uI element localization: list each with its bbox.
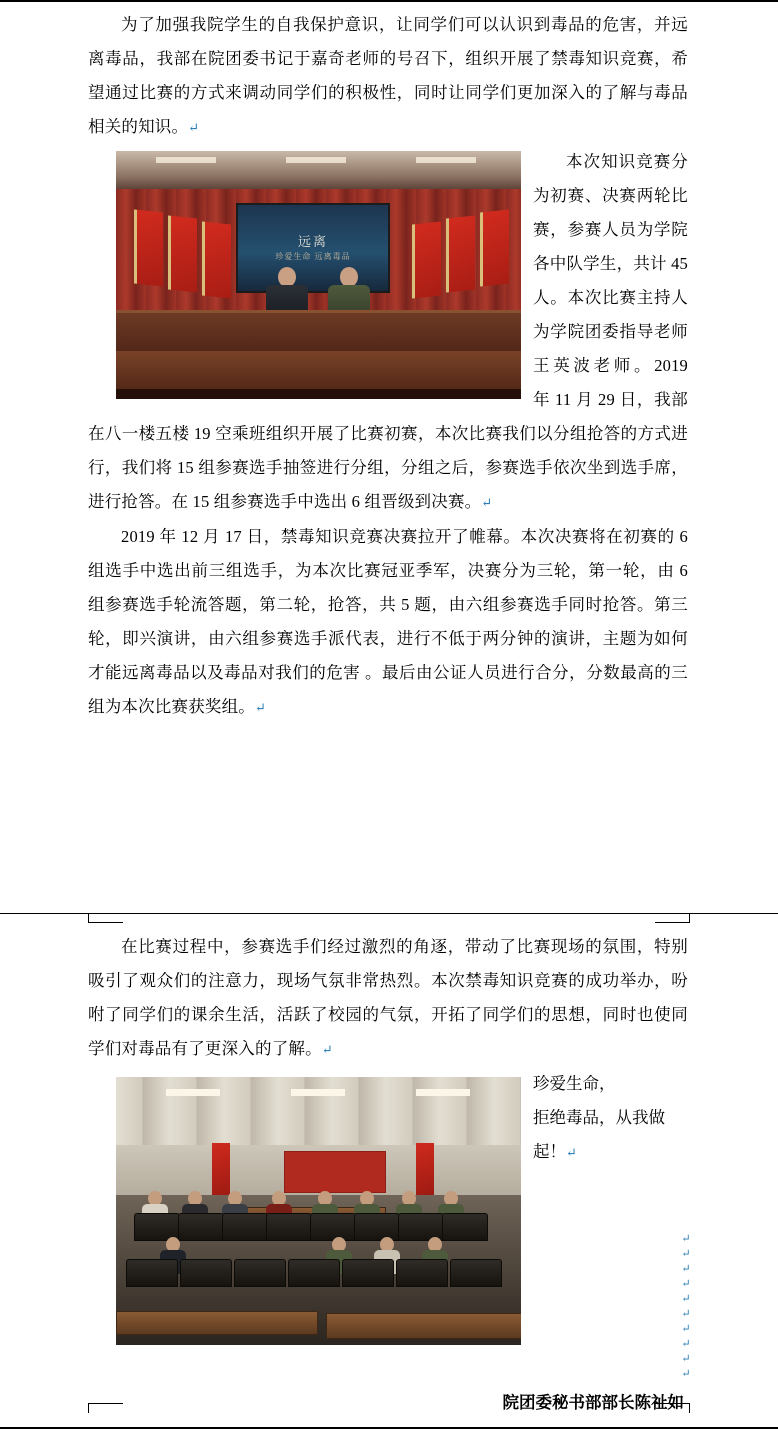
pilcrow-mark: ↵ — [681, 1308, 691, 1320]
photo-audience-classroom — [116, 1077, 521, 1345]
pilcrow-mark: ↵ — [681, 1338, 691, 1350]
screen-title: 远离 — [297, 234, 328, 249]
signature-line: 院团委秘书部部长陈祉如 — [502, 1393, 684, 1412]
ceiling-light-icon — [416, 1089, 470, 1096]
crop-mark-top-left — [88, 913, 123, 923]
crop-mark-bottom-left — [88, 1403, 123, 1413]
pilcrow-mark: ↵ — [681, 1263, 691, 1275]
pilcrow-mark: ↵ — [255, 700, 267, 715]
closing-line-2: 拒绝毒品，从我做 — [533, 1108, 665, 1127]
paragraph-4-text: 在比赛过程中，参赛选手们经过激烈的角逐，带动了比赛现场的氛围，特别吸引了观众们的注意力，现场气氛非常热烈。本次禁毒知识竞赛的成功举办，吩咐了同学们的课余生活，活跃了校园的气氛，开拓了同学们的思想，同时也使同学们对毒品有了更深入的了解。 — [88, 937, 688, 1058]
flag-icon — [480, 209, 509, 286]
ceiling-light-icon — [416, 157, 476, 163]
paragraph-1 — [88, 8, 688, 145]
ceiling-light-icon — [166, 1089, 220, 1096]
screen-subtitle: 珍爱生命 远离毒品 — [275, 252, 351, 261]
paragraph-4 — [88, 930, 688, 1067]
photo1-frame — [116, 151, 521, 399]
seat-row — [116, 1253, 521, 1287]
pilcrow-mark: ↵ — [188, 120, 200, 135]
document-body — [88, 8, 688, 725]
paragraph-3-text: 2019 年 12 月 17 日，禁毒知识竞赛决赛拉开了帷幕。本次决赛将在初赛的 6 组选手中选出前三组选手，为本次比赛冠亚季军，决赛分为三轮，第一轮，由 6 组参赛选手轮流答题，第二轮，抢答，共 5 题，由六组参赛选手同时抢答。第三轮，即兴演讲，由六组参赛选手派代表，进行不低于两分钟的演讲，主题为如何才能远离毒品以及毒品对我们的危害 。最后由公证人员进行合分，分数最高的三组为本次比赛获奖组。 — [88, 527, 688, 716]
pilcrow-mark: ↵ — [681, 1248, 691, 1260]
pilcrow-mark: ↵ — [566, 1145, 577, 1160]
ceiling-light-icon — [156, 157, 216, 163]
flag-icon — [212, 1143, 230, 1197]
stage-banner — [284, 1151, 386, 1193]
flag-icon — [446, 215, 475, 292]
paragraph-1-text: 为了加强我院学生的自我保护意识，让同学们可以认识到毒品的危害，并远离毒品，我部在院团委书记于嘉奇老师的号召下，组织开展了禁毒知识竞赛，希望通过比赛的方式来调动同学们的积极性，同时让同学们更加深入的了解与毒品相关的知识。 — [88, 15, 688, 136]
pilcrow-mark: ↵ — [321, 1042, 333, 1057]
flag-icon — [202, 221, 231, 298]
seat-row — [116, 1207, 521, 1241]
photo1-floor — [116, 389, 521, 399]
person-head — [278, 267, 296, 287]
photo-preliminary-contest — [116, 151, 521, 399]
closing-line-1: 珍爱生命， — [533, 1074, 616, 1093]
ceiling-light-icon — [291, 1089, 345, 1096]
paragraph-3 — [88, 520, 688, 725]
photo2-frame — [116, 1077, 521, 1345]
pilcrow-column — [678, 1232, 694, 1382]
flag-icon — [134, 209, 163, 286]
crop-mark-top-right — [655, 913, 690, 923]
ceiling-light-icon — [286, 157, 346, 163]
stage-table — [116, 310, 521, 399]
flag-icon — [416, 1143, 434, 1197]
pilcrow-mark: ↵ — [681, 1278, 691, 1290]
paragraph-2-text: 本次知识竞赛分为初赛、决赛两轮比赛，参赛人员为学院各中队学生，共计 45 人。本次比赛主持人为学院团委指导老师王英波老师。2019 年 11 月 29 日，我部在八一楼五楼 19 空乘班组织开展了比赛初赛，本次比赛我们以分组抢答的方式进行，我们将 15 组参赛选手抽签进行分组，分组之后，参赛选手依次坐到选手席，进行抢答。在 15 组参赛选手中选出 6 组晋级到决赛。 — [88, 152, 688, 511]
photo2-ceiling — [116, 1077, 521, 1148]
person-head — [340, 267, 358, 287]
pilcrow-mark: ↵ — [681, 1353, 691, 1365]
closing-line-3-text: 起！ — [533, 1142, 566, 1161]
pilcrow-mark: ↵ — [481, 495, 493, 510]
pilcrow-mark: ↵ — [681, 1233, 691, 1245]
desk — [326, 1313, 521, 1339]
pilcrow-mark: ↵ — [681, 1323, 691, 1335]
pilcrow-mark: ↵ — [681, 1293, 691, 1305]
pilcrow-mark: ↵ — [681, 1368, 691, 1380]
flag-icon — [168, 215, 197, 292]
desk — [116, 1311, 318, 1335]
crop-mark-bottom-right — [655, 1403, 690, 1413]
flag-icon — [412, 221, 441, 298]
page-top-border — [0, 0, 778, 2]
document-body-continued — [88, 930, 688, 1351]
